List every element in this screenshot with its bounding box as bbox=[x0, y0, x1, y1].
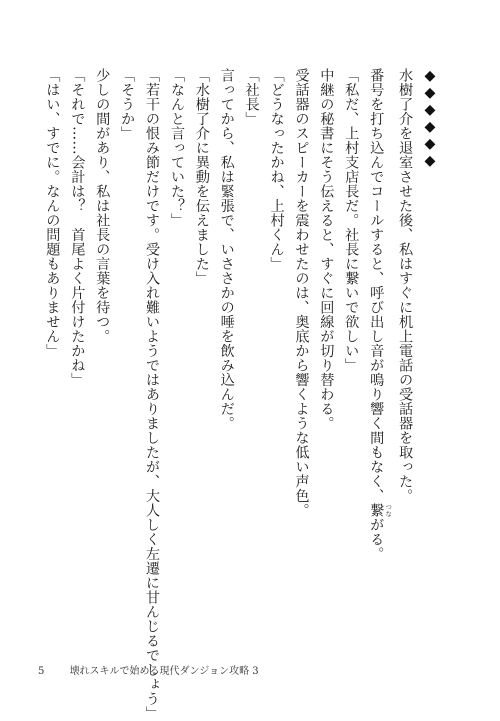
text-line-12: 「そうか」 bbox=[119, 68, 136, 141]
text-line-3: 「私だ、上村支店長だ。社長に繋いで欲しい」 bbox=[343, 68, 360, 373]
text-line-9: 「水樹了介に異動を伝えました」 bbox=[193, 68, 210, 286]
book-title: 壊れスキルで始める現代ダンジョン攻略 3 bbox=[69, 666, 259, 677]
text-line-2-tail: がる。 bbox=[368, 517, 385, 561]
text-line-8: 言ってから、私は緊張で、いささかの唾を飲み込んだ。 bbox=[218, 68, 235, 431]
text-line-2 bbox=[363, 68, 392, 648]
ruby-base: 繋 bbox=[368, 503, 385, 518]
page-footer bbox=[38, 662, 259, 677]
text-line-10: 「なんと言っていた？」 bbox=[168, 68, 185, 228]
text-line-1: 水樹了介を退室させた後、私はすぐに机上電話の受話器を取った。 bbox=[397, 68, 414, 503]
text-line-14: 「それで……会計は？ 首尾よく片付けたかね」 bbox=[69, 68, 86, 387]
text-line-13: 少しの間があり、私は社長の言葉を待つ。 bbox=[94, 68, 111, 344]
text-line-15: 「はい、すでに。なんの問題もありません」 bbox=[44, 68, 61, 358]
text-line-4: 中継の秘書にそう伝えると、すぐに回線が切り替わる。 bbox=[318, 68, 335, 431]
ruby-word bbox=[368, 503, 393, 518]
text-line-11: 「若干の恨み節だけです。受け入れ難いようではありましたが、大人しく左遷に甘んじるでしょう」 bbox=[144, 68, 161, 721]
page-number: 5 bbox=[38, 666, 45, 677]
text-line-6: 「どうなったかね、上村くん」 bbox=[268, 68, 285, 271]
text-line-5: 受話器のスピーカーを震わせたのは、奥底から響くような低い声色。 bbox=[293, 68, 310, 518]
text-line-2-main: 番号を打ち込んでコールすると、呼び出し音が鳴り響く間もなく、 bbox=[368, 68, 385, 503]
section-divider: ◆◆◆◆◆◆ bbox=[422, 68, 438, 170]
ruby-reading: つな bbox=[384, 503, 393, 518]
text-line-7: 「社長」 bbox=[243, 68, 260, 126]
